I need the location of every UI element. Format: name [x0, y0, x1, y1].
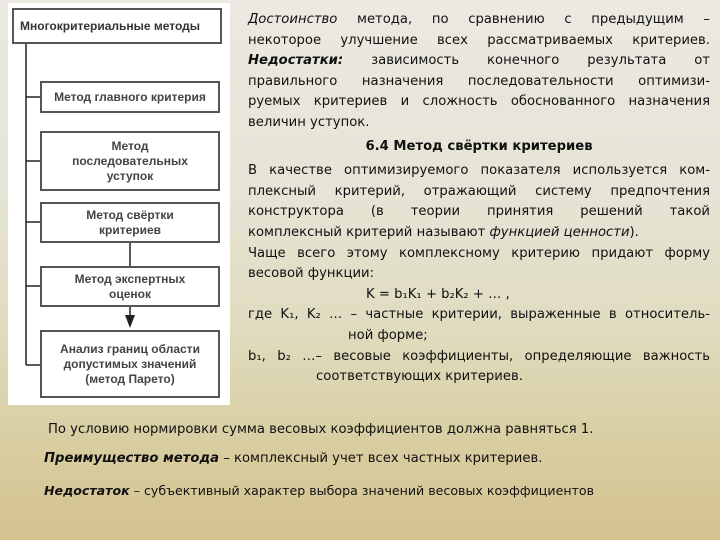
diagram-item-expert: Метод экспертных оценок — [40, 266, 220, 307]
para-line-3: конструктора (в теории принятия решений такой — [248, 204, 710, 220]
drawbacks-line-4: величин уступок. — [248, 114, 370, 130]
para-line-5: Чаще всего этому комплексному критерию придают форму — [248, 245, 710, 261]
advantage-summary: Преимущество метода – комплексный учет всех частных критериев. — [44, 451, 543, 466]
where-line-1: где K₁, K₂ … – частные критерии, выраженные в относитель- — [248, 307, 710, 323]
formula: K = b₁K₁ + b₂K₂ + … , — [366, 286, 510, 302]
diagram-item-convolution: Метод свёртки критериев — [40, 202, 220, 243]
section-heading: 6.4 Метод свёртки критериев — [365, 138, 593, 154]
main-text — [248, 10, 710, 388]
drawbacks-line-1: Недостатки: зависимость конечного результата от — [248, 53, 710, 69]
diagram-item-pareto: Анализ границ области допустимых значений (метод Парето) — [40, 330, 220, 398]
weights-line-2: соответствующих критериев. — [316, 369, 523, 385]
para-line-4: комплексный критерий называют функцией ценности). — [248, 224, 639, 240]
weights-line-1: b₁, b₂ …– весовые коэффициенты, определяющие важность — [248, 348, 710, 364]
drawback-summary: Недостаток – субъективный характер выбора значений весовых коэффициентов — [44, 483, 595, 498]
para-line-6: весовой функции: — [248, 266, 375, 282]
para-line-1: В качестве оптимизируемого показателя используется ком- — [248, 163, 710, 179]
para-line-2: плексный критерий, отражающий систему предпочтения — [248, 183, 710, 199]
diagram-title: Многокритериальные методы — [12, 8, 222, 44]
advantage-line-1: Достоинство метода, по сравнению с предыдущим – — [248, 12, 710, 27]
normalization-line: По условию нормировки сумма весовых коэффициентов должна равняться 1. — [48, 422, 594, 437]
drawbacks-line-2: правильного назначения последовательности оптимизи- — [248, 73, 710, 89]
diagram-item-main-criterion: Метод главного критерия — [40, 81, 220, 113]
where-line-2: ной форме; — [348, 327, 428, 343]
diagram-item-sequential-concessions: Метод последовательных уступок — [40, 131, 220, 191]
advantage-line-2: некоторое улучшение всех рассматриваемых критериев. — [248, 32, 710, 48]
methods-diagram — [8, 3, 230, 405]
drawbacks-line-3: руемых критериев и сложность обоснованного назначения — [248, 94, 710, 110]
